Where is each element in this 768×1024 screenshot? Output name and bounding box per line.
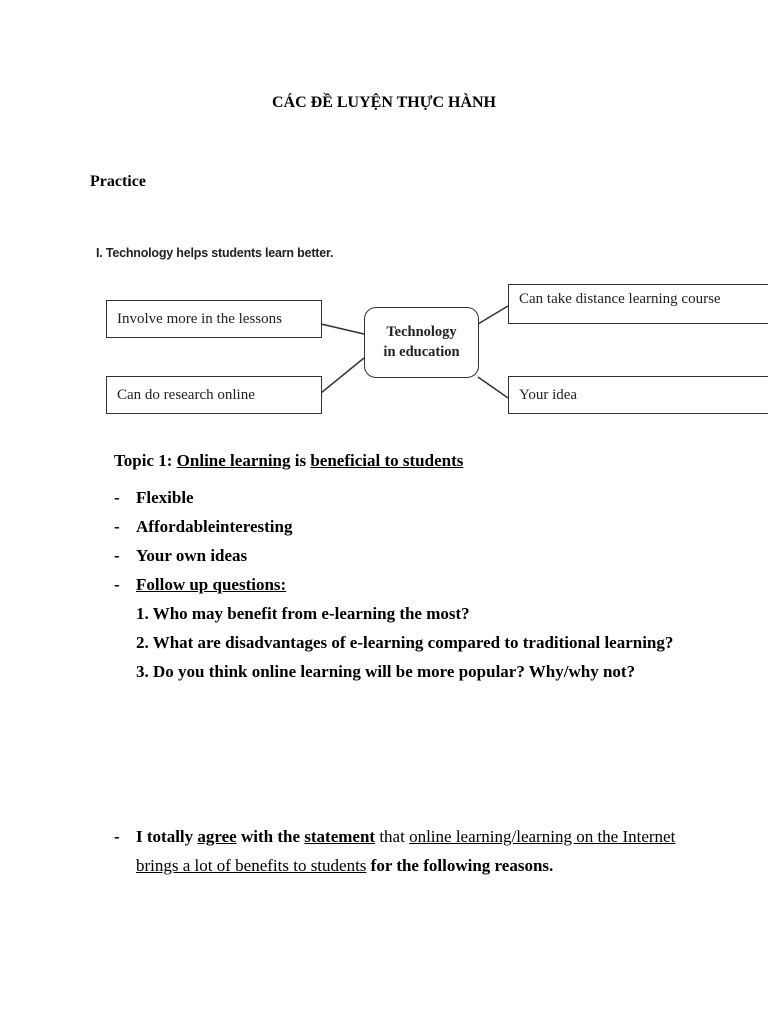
closing-item [114,822,694,880]
closing-part-3: that [375,827,410,846]
connector-top-left [321,324,364,334]
follow-up-item [114,570,694,599]
closing-agree: agree [197,827,237,846]
center-line-2: in education [383,343,460,360]
closing-statement [114,822,694,880]
closing-part-4: for the following reasons. [366,856,554,875]
question-item: 3. Do you think online learning will be more popular? Why/why not? [136,662,636,681]
box-your-idea: Your idea [508,376,768,414]
follow-up-label: Follow up questions: [136,575,287,594]
page-title: CÁC ĐỀ LUYỆN THỰC HÀNH [271,94,496,111]
closing-part-2: with the [236,827,305,846]
question-item: 2. What are disadvantages of e-learning compared to traditional learning? [136,633,674,652]
list-item: - Flexible [114,483,694,512]
box-involve-lessons: Involve more in the lessons [106,300,322,338]
topic-verb: is [290,451,311,470]
connector-bottom-left [321,358,364,393]
mind-map-diagram [92,240,768,420]
topic-section [114,446,694,686]
closing-claim: online learning/learning on the Internet brings a lot of benefits to students [136,827,676,875]
list-item: - Affordableinteresting [114,512,694,541]
connector-top-right [478,306,508,324]
closing-part-1: I totally [136,827,198,846]
practice-heading: Practice [90,173,146,190]
topic-prefix: Topic 1: [114,451,177,470]
connector-bottom-right [478,377,508,398]
box-technology-center [364,307,479,378]
topic-line [114,446,694,475]
diagram-heading: I. Technology helps students learn better. [96,246,334,260]
topic-subject: Online learning [176,451,291,470]
topic-predicate: beneficial to students [310,451,464,470]
idea-list [114,483,694,599]
question-item: 1. Who may benefit from e-learning the most? [136,604,470,623]
list-item: - Your own ideas [114,541,694,570]
follow-up-questions [114,599,694,686]
closing-statement-word: statement [304,827,376,846]
box-distance-learning: Can take distance learning course [508,284,768,324]
box-research-online: Can do research online [106,376,322,414]
center-line-1: Technology [386,323,457,340]
